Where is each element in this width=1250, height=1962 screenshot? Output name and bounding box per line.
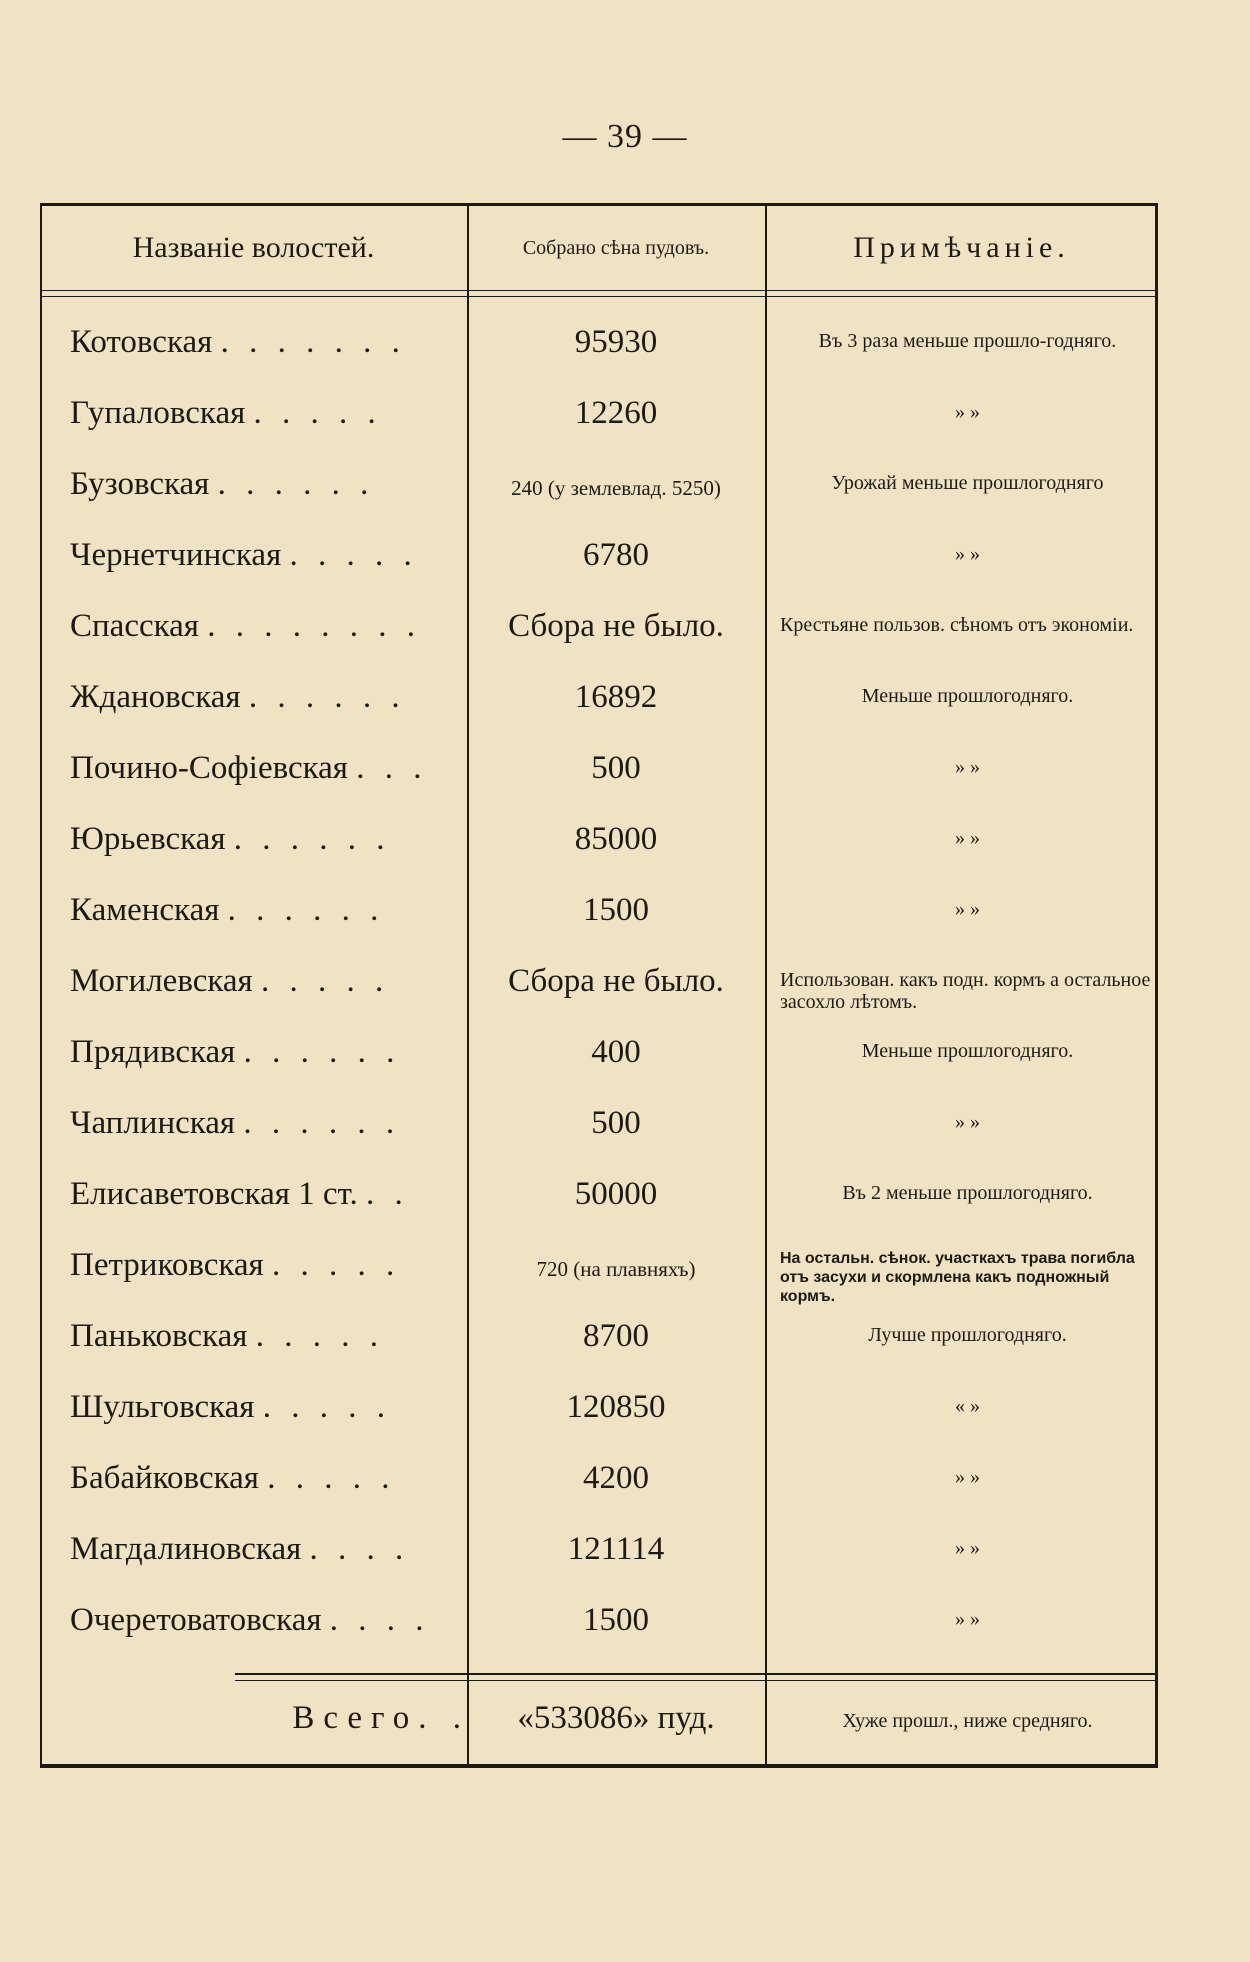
row-note: Меньше прошлогодняго. — [861, 1040, 1074, 1062]
hay-amount: 400 — [591, 1034, 641, 1070]
hay-amount: 500 — [591, 750, 641, 786]
row-note: « » — [955, 1395, 980, 1417]
row-note: » » — [955, 401, 980, 423]
volost-name: Шульговская . . . . . — [70, 1389, 391, 1425]
table-row — [40, 955, 1158, 1026]
volost-name: Бузовская . . . . . . — [70, 466, 375, 502]
volost-name: Паньковская . . . . . — [70, 1318, 384, 1354]
header-volost-name: Названіе волостей. — [132, 231, 375, 264]
row-note: Въ 3 раза меньше прошло-годняго. — [818, 330, 1117, 352]
row-note: » » — [955, 756, 980, 778]
table-row — [40, 1594, 1158, 1665]
header-note: Примѣчаніе. — [853, 231, 1070, 264]
total-row — [40, 1688, 1158, 1758]
row-note: » » — [955, 543, 980, 565]
table-row — [40, 742, 1158, 813]
table-header — [40, 206, 1158, 292]
hay-amount: 12260 — [574, 395, 658, 431]
row-note: » » — [955, 1111, 980, 1133]
volost-name: Гупаловская . . . . . — [70, 395, 382, 431]
table-row — [40, 529, 1158, 600]
hay-amount: 85000 — [574, 821, 658, 857]
volost-name: Елисаветовская 1 ст. . . — [70, 1176, 409, 1212]
total-note: Хуже прошл., ниже средняго. — [842, 1710, 1093, 1732]
hay-amount: 120850 — [566, 1389, 666, 1425]
volost-name: Магдалиновская . . . . — [70, 1531, 410, 1567]
volost-name: Чернетчинская . . . . . — [70, 537, 418, 573]
table-row — [40, 671, 1158, 742]
hay-amount: 1500 — [583, 1602, 649, 1638]
volost-name: Ждановская . . . . . . — [70, 679, 406, 715]
row-note: Крестьяне пользов. сѣномъ отъ экономіи. — [780, 614, 1134, 636]
hay-amount: 720 (на плавняхъ) — [536, 1257, 696, 1281]
row-note: Использован. какъ подн. кормъ а остальное засохло лѣтомъ. — [780, 969, 1151, 1013]
header-double-rule — [40, 290, 1158, 297]
row-note: Въ 2 меньше прошлогодняго. — [842, 1182, 1093, 1204]
volost-name: Могилевская . . . . . — [70, 963, 390, 999]
table-row — [40, 1310, 1158, 1381]
volost-name: Спасская . . . . . . . . — [70, 608, 421, 644]
row-note: » » — [955, 1466, 980, 1488]
hay-amount: 1500 — [583, 892, 649, 928]
volost-name: Прядивская . . . . . . — [70, 1034, 401, 1070]
hay-harvest-table — [40, 203, 1158, 1768]
row-note: » » — [955, 1537, 980, 1559]
row-note: » » — [955, 827, 980, 849]
table-row — [40, 1026, 1158, 1097]
hay-amount: Сбора не было. — [508, 963, 724, 999]
hay-amount: 95930 — [574, 324, 658, 360]
table-row — [40, 813, 1158, 884]
volost-name: Петриковская . . . . . — [70, 1247, 401, 1283]
total-label: Всего. . — [292, 1700, 470, 1736]
volost-name: Чаплинская . . . . . . — [70, 1105, 401, 1141]
table-row — [40, 1239, 1158, 1310]
hay-amount: 8700 — [583, 1318, 649, 1354]
page-number: — 39 — — [562, 118, 688, 155]
hay-amount: Сбора не было. — [508, 608, 724, 644]
volost-name: Каменская . . . . . . — [70, 892, 385, 928]
header-hay-collected: Собрано сѣна пудовъ. — [522, 236, 710, 259]
total-amount: «533086» пуд. — [517, 1700, 715, 1736]
hay-amount: 4200 — [583, 1460, 649, 1496]
hay-amount: 240 (у землевлад. 5250) — [511, 476, 721, 500]
row-note: На остальн. сѣнок. участкахъ трава погибла отъ засухи и скормлена какъ подножный кормъ. — [780, 1250, 1135, 1305]
table-row — [40, 600, 1158, 671]
hay-amount: 6780 — [583, 537, 649, 573]
row-note: Лучше прошлогодняго. — [868, 1324, 1067, 1346]
table-row — [40, 1097, 1158, 1168]
row-note: » » — [955, 898, 980, 920]
table-row — [40, 1523, 1158, 1594]
table-row — [40, 387, 1158, 458]
row-note: Меньше прошлогодняго. — [861, 685, 1074, 707]
hay-amount: 121114 — [567, 1531, 665, 1567]
table-row — [40, 1452, 1158, 1523]
total-double-rule — [235, 1673, 1158, 1681]
volost-name: Юрьевская . . . . . . — [70, 821, 391, 857]
table-row — [40, 458, 1158, 529]
row-note: Урожай меньше прошлогодняго — [831, 472, 1104, 494]
hay-amount: 16892 — [574, 679, 658, 715]
hay-amount: 500 — [591, 1105, 641, 1141]
row-note: » » — [955, 1608, 980, 1630]
hay-amount: 50000 — [574, 1176, 658, 1212]
volost-name: Почино-Софіевская . . . — [70, 750, 428, 786]
volost-name: Бабайковская . . . . . — [70, 1460, 396, 1496]
table-row — [40, 884, 1158, 955]
table-row — [40, 1168, 1158, 1239]
table-row — [40, 316, 1158, 387]
volost-name: Очеретоватовская . . . . — [70, 1602, 430, 1638]
table-row — [40, 1381, 1158, 1452]
volost-name: Котовская . . . . . . . — [70, 324, 406, 360]
